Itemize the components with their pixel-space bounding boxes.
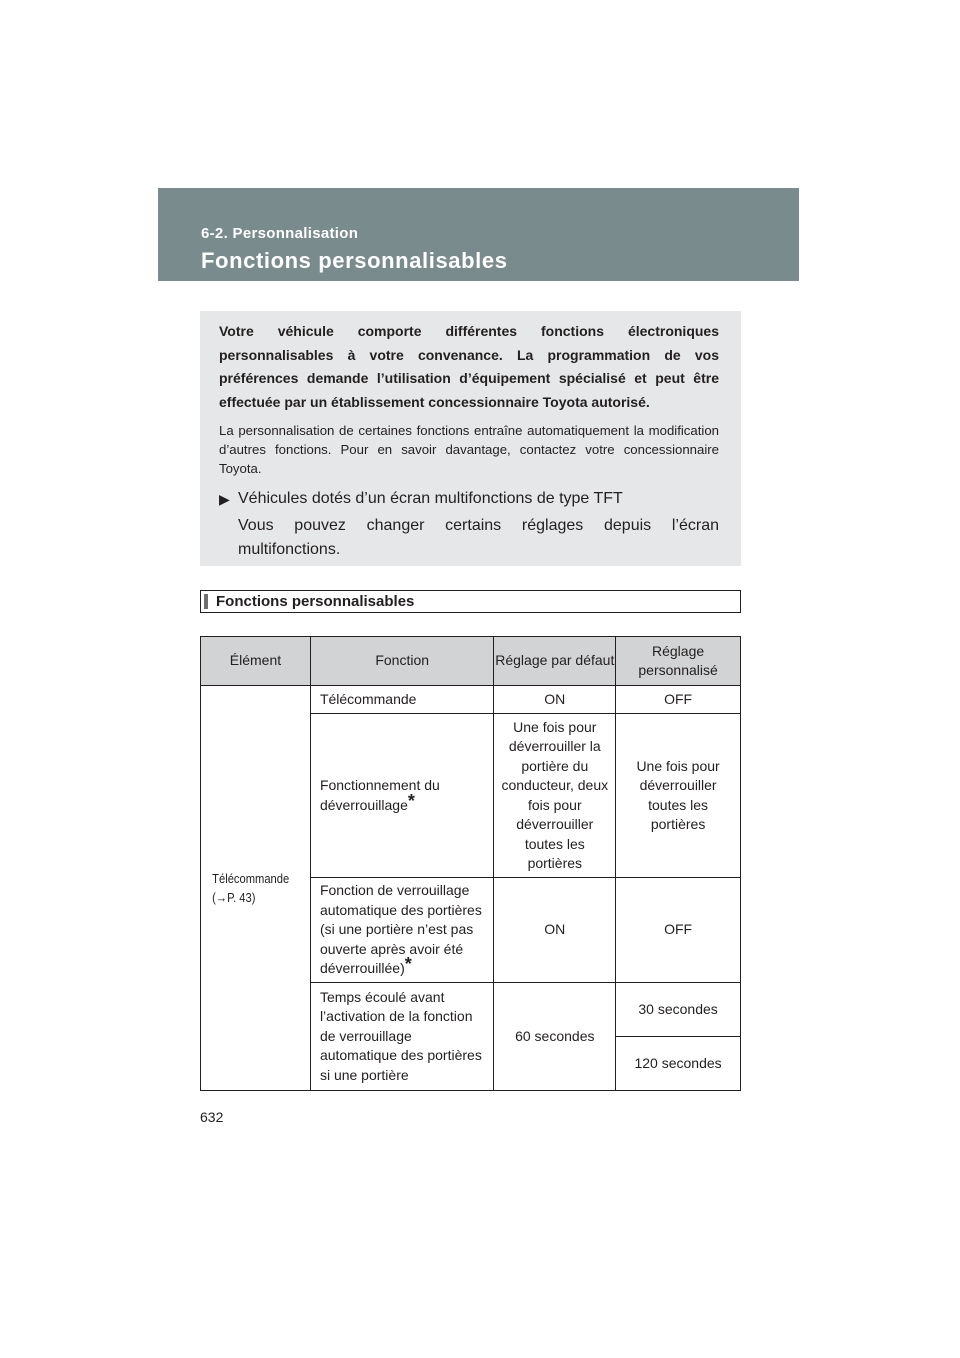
default-cell: ON <box>494 686 616 714</box>
default-cell: 60 secondes <box>494 983 616 1091</box>
subsection-title: Fonctions personnalisables <box>216 593 415 610</box>
triangle-right-icon: ▶ <box>219 491 230 507</box>
heading-bar <box>204 594 208 609</box>
page-title: Fonctions personnalisables <box>201 248 508 273</box>
element-page-ref: (→P. 43) <box>212 890 256 905</box>
bullet-item <box>219 488 719 510</box>
custom-cell: OFF <box>616 686 741 714</box>
section-header <box>158 188 799 281</box>
custom-cell: 120 secondes <box>616 1037 741 1091</box>
header-default: Réglage par défaut <box>494 637 616 686</box>
header-element: Élément <box>201 637 311 686</box>
footnote-star: * <box>404 954 412 975</box>
function-cell: Télécommande <box>310 686 493 714</box>
page-number: 632 <box>200 1109 224 1125</box>
subsection-heading <box>200 590 741 613</box>
header-custom: Réglage personnalisé <box>616 637 741 686</box>
table-header-row <box>201 637 741 686</box>
custom-cell: 30 secondes <box>616 983 741 1037</box>
function-cell: Temps écoulé avant l’activation de la fonction de verrouillage automatique des portières si une portière <box>310 983 493 1091</box>
element-label: Télécommande <box>212 871 290 886</box>
table-row <box>201 686 741 714</box>
header-function: Fonction <box>310 637 493 686</box>
intro-box <box>200 311 741 566</box>
custom-cell: Une fois pour déverrouiller toutes les portières <box>616 714 741 878</box>
function-text: Fonction de verrouillage automatique des portières (si une portière n’est pas ouverte après avoir été déverrouillée) <box>319 882 482 977</box>
footnote-star: * <box>407 790 415 811</box>
default-cell: ON <box>494 878 616 983</box>
settings-table <box>200 636 741 1091</box>
function-cell <box>310 714 493 878</box>
section-label: 6-2. Personnalisation <box>201 225 359 242</box>
intro-bold-text: Votre véhicule comporte différentes fonctions électroniques personnalisables à votre convenance. La programmation de vos préférences demande l’utilisation d’équipement spécialisé et peut être effectuée par un établissement concessionnaire Toyota autorisé. <box>219 323 719 410</box>
element-cell <box>201 686 311 1091</box>
function-cell <box>310 878 493 983</box>
custom-cell: OFF <box>616 878 741 983</box>
default-cell: Une fois pour déverrouiller la portière du conducteur, deux fois pour déverrouiller toutes les portières <box>494 714 616 878</box>
intro-normal-text: La personnalisation de certaines fonctions entraîne automatiquement la modification d’autres fonctions. Pour en savoir davantage, contactez votre concessionnaire Toyota. <box>219 423 719 476</box>
bullet-label: Véhicules dotés d’un écran multifonctions de type TFT <box>238 490 623 507</box>
bullet-description: Vous pouvez changer certains réglages depuis l’écran multifonctions. <box>238 517 719 558</box>
function-text: Fonctionnement du déverrouillage <box>319 777 440 813</box>
